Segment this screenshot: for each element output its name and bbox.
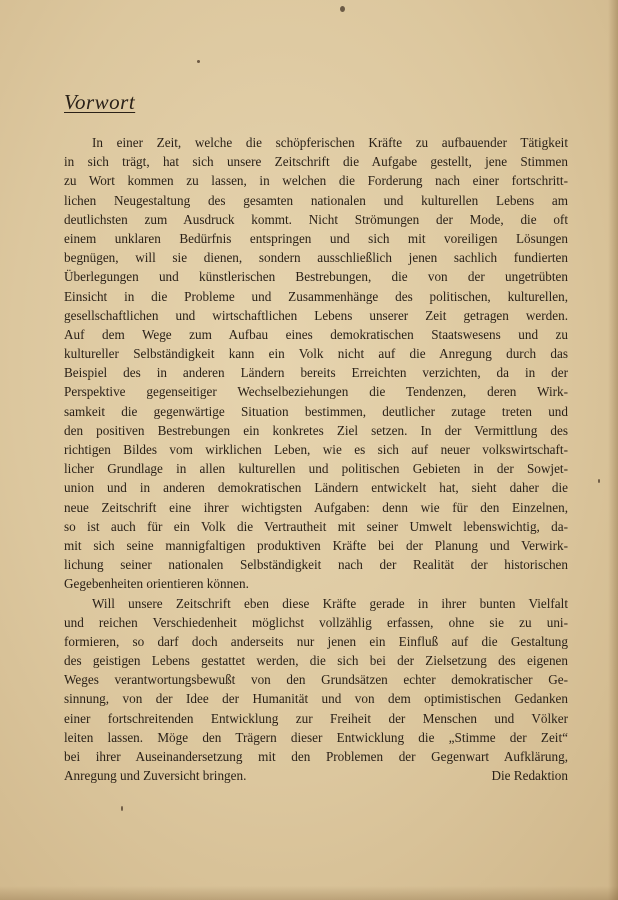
text-line: licher Grundlage in allen kulturellen und politischen Gebieten in der Sowjet-	[64, 461, 568, 477]
paper-speck	[197, 60, 200, 63]
page-edge-shadow	[608, 0, 618, 900]
binding-hole	[340, 6, 345, 12]
paper-speck	[598, 479, 600, 483]
text-line: gesellschaftlichen und wirtschaftlichen Lebens unserer Zeit getragen werden.	[64, 307, 568, 323]
text-line: lichung seiner nationalen Selbständigkeit nach der Realität der historischen	[64, 557, 568, 573]
closing-line	[64, 766, 568, 785]
text-line: samkeit die gegenwärtige Situation bestimmen, deutlicher zutage treten und	[64, 403, 568, 419]
text-line: richtigen Bildes vom wirklichen Leben, wie es sich auf neuer volkswirtschaft-	[64, 442, 568, 457]
text-line: kultureller Selbständigkeit kann ein Volk nicht auf die Anregung durch das	[64, 346, 568, 362]
page-title: Vorwort	[64, 90, 136, 114]
text-line: in sich trägt, hat sich unsere Zeitschrift die Aufgabe gestellt, jene Stimmen	[64, 154, 568, 170]
text-line: Beispiel des in anderen Ländern bereits Erreichten verzichten, da in der	[64, 365, 568, 381]
text-line: und reichen Verschiedenheit möglichst vollzählig erfassen, ohne sie zu uni-	[64, 614, 568, 630]
text-line: Einsicht in die Probleme und Zusammenhänge des politischen, kulturellen,	[64, 288, 568, 304]
text-line: bei ihrer Auseinandersetzung mit den Problemen der Gegenwart Aufklärung,	[64, 749, 568, 764]
text-line: Perspektive gegenseitiger Wechselbeziehungen die Tendenzen, deren Wirk-	[64, 384, 568, 400]
paragraph-2	[64, 594, 568, 767]
text-line: In einer Zeit, welche die schöpferischen Kräfte zu aufbauender Tätigkeit	[92, 135, 568, 150]
text-line: den positiven Bestrebungen ein konkretes Ziel setzen. In der Vermittlung des	[64, 422, 568, 438]
signature: Die Redaktion	[491, 768, 568, 784]
text-line: zu Wort kommen zu lassen, in welchen die Forderung nach einer fortschritt-	[64, 173, 568, 189]
text-line: Weges verantwortungsbewußt von den Grundsätzen echter demokratischer Ge-	[64, 672, 568, 688]
text-line: sinnung, von der Idee der Humanität und von dem optimistischen Gedanken	[64, 691, 568, 707]
closing-text: Anregung und Zuversicht bringen.	[64, 768, 247, 784]
text-line: union und in anderen demokratischen Ländern entwickelt hat, sieht daher die	[64, 480, 568, 496]
text-line: einer fortschreitenden Entwicklung zur Freiheit der Menschen und Völker	[64, 710, 568, 726]
text-line: begnügen, will sie dienen, sondern ausschließlich jenen sachlich fundierten	[64, 250, 568, 266]
text-line: Auf dem Wege zum Aufbau eines demokratischen Staatswesens und zu	[64, 326, 568, 342]
text-line: einem unklaren Bedürfnis entspringen und sich mit voreiligen Lösungen	[64, 230, 568, 246]
paper-speck	[121, 806, 123, 811]
text-line: leiten lassen. Möge den Trägern dieser Entwicklung die „Stimme der Zeit“	[64, 729, 568, 745]
body-text	[64, 133, 568, 785]
paragraph-1	[64, 133, 568, 594]
text-line: formieren, so darf doch anderseits nur jenen ein Einfluß auf die Gestaltung	[64, 633, 568, 649]
text-line: lichen Neugestaltung des gesamten nationalen und kulturellen Lebens am	[64, 192, 568, 208]
text-line: mit sich seine mannigfaltigen produktiven Kräfte bei der Planung und Verwirk-	[64, 537, 568, 553]
text-line: Will unsere Zeitschrift eben diese Kräfte gerade in ihrer bunten Vielfalt	[92, 595, 568, 611]
text-line: neue Zeitschrift eine ihrer wichtigsten Aufgaben: denn wie für den Einzelnen,	[64, 499, 568, 515]
text-line: so ist auch für ein Volk die Vertrautheit mit seiner Umwelt lebenswichtig, da-	[64, 518, 568, 534]
text-line: Gegebenheiten orientieren können.	[64, 576, 249, 592]
text-line: deutlichsten zum Ausdruck kommt. Nicht Strömungen der Mode, die oft	[64, 211, 568, 227]
text-line: des geistigen Lebens gestattet werden, die sich bei der Zielsetzung des eigenen	[64, 653, 568, 669]
page-bottom-shadow	[0, 886, 618, 900]
text-line: Überlegungen und künstlerischen Bestrebungen, die von der ungetrübten	[64, 269, 568, 285]
